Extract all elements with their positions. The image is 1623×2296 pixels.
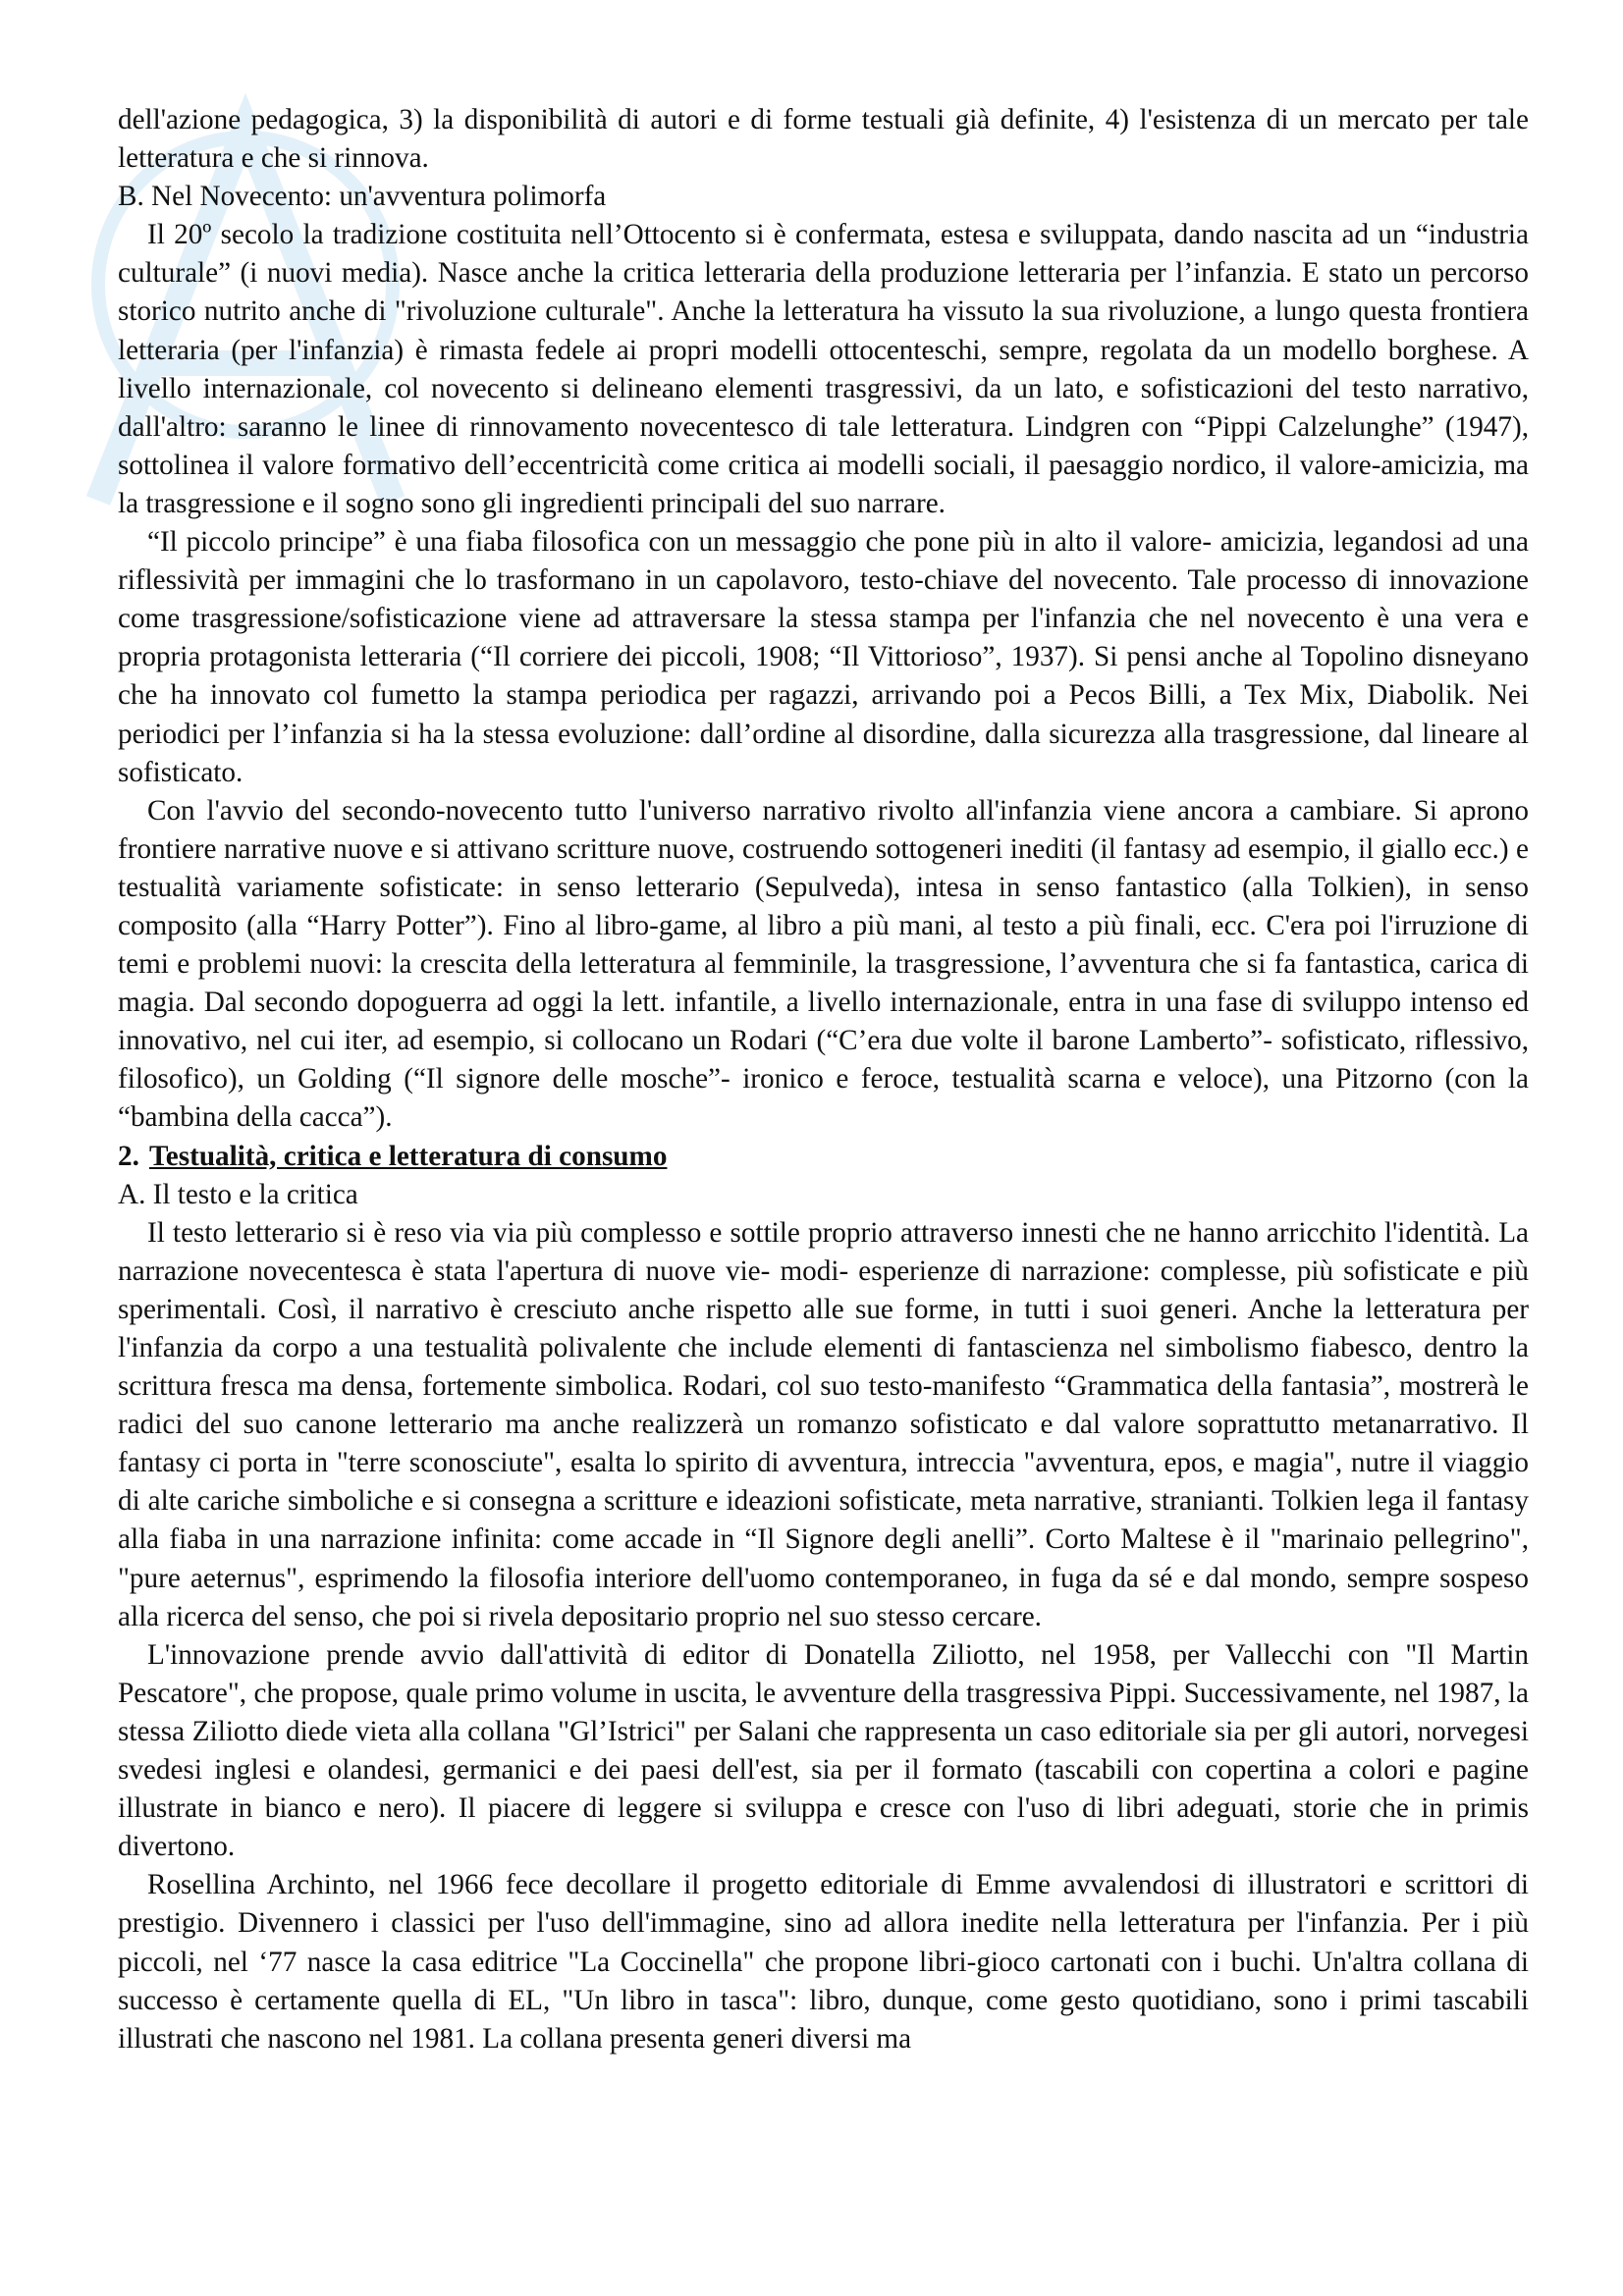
paragraph-testo-letterario: Il testo letterario si è reso via via più complesso e sottile proprio attraverso innesti che ne hanno arricchito l'identità. La narrazione novecentesca è stata l'apertura di nuove vie- modi- esperienze di narrazione: complesse, più sofisticate e più sperimentali. Così, il narrativo è cresciuto anche rispetto alle sue forme, in tutti i suoi generi. Anche la letteratura per l'infanzia da corpo a una testualità polivalente che include elementi di fantascienza nel simbolismo fiabesco, dentro la scrittura fresca ma densa, fortemente simbolica. Rodari, col suo testo-manifesto “Grammatica della fantasia”, mostrerà le radici del suo canone letterario ma anche realizzerà un romanzo sofisticato e dal valore soprattutto metanarrativo. Il fantasy ci porta in "terre sconosciute", esalta lo spirito di avventura, intreccia "avventura, epos, e magia", nutre il viaggio di alte cariche simboliche e si consegna a scritture e ideazioni sofisticate, meta narrative, stranianti. Tolkien lega il fantasy alla fiaba in una narrazione infinita: come accade in “Il Signore degli anelli”. Corto Maltese è il "marinaio pellegrino", "pure aeternus", esprimendo la filosofia interiore dell'uomo contemporaneo, in fuga da sé e dal mondo, sempre sospeso alla ricerca del senso, che poi si rivela depositario proprio nel suo stesso cercare.: [118, 1216, 1529, 1632]
paragraph-piccolo-principe: “Il piccolo principe” è una fiaba filosofica con un messaggio che pone più in alto il valore- amicizia, legandosi ad una riflessività per immagini che lo trasformano in un capolavoro, testo-chiave del novecento. Tale processo di innovazione come trasgressione/sofisticazione viene ad attraversare la stessa stampa per l'infanzia che nel novecento è una vera e propria protagonista letteraria (“Il corriere dei piccoli, 1908; “Il Vittorioso”, 1937). Si pensi anche al Topolino disneyano che ha innovato col fumetto la stampa periodica per ragazzi, arrivando poi a Pecos Billi, a Tex Mix, Diabolik. Nei periodici per l’infanzia si ha la stessa evoluzione: dall’ordine al disordine, dalla sicurezza alla trasgressione, dal lineare al sofisticato.: [118, 526, 1529, 788]
subheading-b-novecento: B. Nel Novecento: un'avventura polimorfa: [118, 181, 607, 213]
paragraph-20-secolo: Il 20º secolo la tradizione costituita nell’Ottocento si è confermata, estesa e sviluppata, dando nascita ad un “industria culturale” (i nuovi media). Nasce anche la critica letteraria della produzione letteraria per l’infanzia. E stato un percorso storico nutrito anche di "rivoluzione culturale". Anche la letteratura ha vissuto la sua rivoluzione, a lungo questa frontiera letteraria (per l'infanzia) è rimasta fedele ai propri modelli ottocenteschi, sempre, regolata da un modello borghese. A livello internazionale, col novecento si delineano elementi trasgressivi, da un lato, e sofisticazioni del testo narrativo, dall'altro: saranno le linee di rinnovamento novecentesco di tale letteratura. Lindgren con “Pippi Calzelunghe” (1947), sottolinea il valore formativo dell’eccentricità come critica ai modelli sociali, il paesaggio nordico, il valore-amicizia, ma la trasgressione e il sogno sono gli ingredienti principali del suo narrare.: [118, 219, 1529, 519]
paragraph-continuation: dell'azione pedagogica, 3) la disponibilità di autori e di forme testuali già definite, 4) l'esistenza di un mercato per tale letteratura e che si rinnova.: [118, 104, 1529, 175]
section-heading-2: [118, 1138, 1529, 1176]
document-page: [118, 101, 1529, 2058]
section-number: 2.: [118, 1140, 139, 1172]
paragraph-archinto: Rosellina Archinto, nel 1966 fece decollare il progetto editoriale di Emme avvalendosi di illustratori e scrittori di prestigio. Divennero i classici per l'uso dell'immagine, sino ad allora inedite nella letteratura per l'infanzia. Per i più piccoli, nel ‘77 nasce la casa editrice "La Coccinella" che propone libri-gioco cartonati con i buchi. Un'altra collana di successo è certamente quella di EL, "Un libro in tasca": libro, dunque, come gesto quotidiano, sono i primi tascabili illustrati che nascono nel 1981. La collana presenta generi diversi ma: [118, 1869, 1529, 2055]
paragraph-secondo-novecento: Con l'avvio del secondo-novecento tutto l'universo narrativo rivolto all'infanzia viene ancora a cambiare. Si aprono frontiere narrative nuove e si attivano scritture nuove, costruendo sottogeneri inediti (il fantasy ad esempio, il giallo ecc.) e testualità variamente sofisticate: in senso letterario (Sepulveda), intesa in senso fantastico (alla Tolkien), in senso composito (alla “Harry Potter”). Fino al libro-game, al libro a più mani, al testo a più finali, ecc. C'era poi l'irruzione di temi e problemi nuovi: la crescita della letteratura al femminile, la trasgressione, l’avventura che si fa fantastica, carica di magia. Dal secondo dopoguerra ad oggi la lett. infantile, a livello internazionale, entra in una fase di sviluppo intenso ed innovativo, nel cui iter, ad esempio, si collocano un Rodari (“C’era due volte il barone Lamberto”- sofisticato, riflessivo, filosofico), un Golding (“Il signore delle mosche”- ironico e feroce, testualità scarna e veloce), una Pitzorno (con la “bambina della cacca”).: [118, 794, 1529, 1134]
paragraph-innovazione-ziliotto: L'innovazione prende avvio dall'attività di editor di Donatella Ziliotto, nel 1958, per Vallecchi con "Il Martin Pescatore", che propose, quale primo volume in uscita, le avventure della trasgressiva Pippi. Successivamente, nel 1987, la stessa Ziliotto diede vieta alla collana "Gl’Istrici" per Salani che rappresenta un caso editoriale sia per gli autori, norvegesi svedesi inglesi e olandesi, germanici e dei paesi dell'est, sia per il formato (tascabili con copertina a colori e pagine illustrate in bianco e nero). Il piacere di leggere si sviluppa e cresce con l'uso di libri adeguati, storie che in primis divertono.: [118, 1638, 1529, 1863]
subheading-a-testo-critica: A. Il testo e la critica: [118, 1178, 358, 1210]
section-title: Testualità, critica e letteratura di consumo: [149, 1140, 668, 1172]
